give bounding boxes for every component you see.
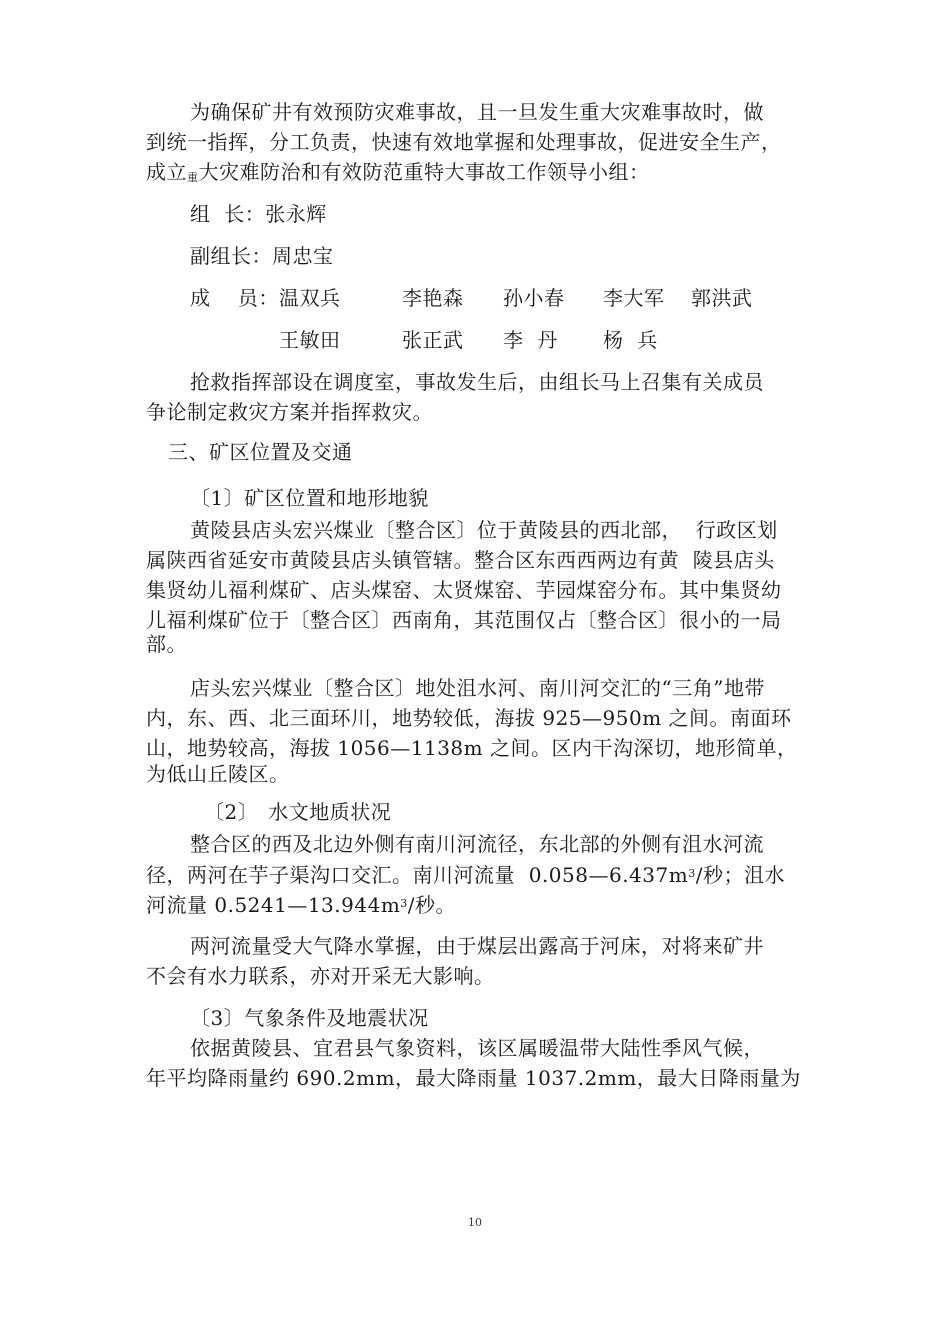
member-name: 李 丹 xyxy=(503,328,558,352)
member-name: 李大军 xyxy=(603,286,665,310)
sub2-p1-line-3-b: /秒。 xyxy=(407,893,457,917)
sub1-p1-line-1: 黄陵县店头宏兴煤业〔整合区〕位于黄陵县的西北部， 行政区划 xyxy=(190,518,778,542)
member-name: 李艳森 xyxy=(402,286,464,310)
intro-line-1: 为确保矿井有效预防灾难事故，且一旦发生重大灾难事故时，做 xyxy=(190,100,764,124)
sub3-p1-line-2: 年平均降雨量约 690.2mm，最大降雨量 1037.2mm，最大日降雨量为 xyxy=(146,1066,801,1090)
subsection-2-title: 水文地质状况 xyxy=(268,800,392,824)
intro-line-3 xyxy=(146,158,650,192)
section-3-heading: 三、矿区位置及交通 xyxy=(168,440,353,464)
sub2-p2-line-1: 两河流量受大气降水掌握，由于煤层出露高于河床，对将来矿井 xyxy=(190,934,764,958)
leader-label: 组 长： xyxy=(190,202,266,226)
deputy-row xyxy=(190,242,334,270)
member-name: 杨 兵 xyxy=(603,328,658,352)
sub2-p1-line-2-a: 径，两河在芋子渠沟口交汇。南川河流量 0.058—6.437m xyxy=(146,863,689,887)
sub3-p1-line-1: 依据黄陵县、宜君县气象资料，该区属暖温带大陆性季风气候， xyxy=(190,1036,764,1060)
deputy-label: 副组长： xyxy=(190,244,272,268)
sub1-p1-line-3: 集贤幼儿福利煤矿、店头煤窑、太贤煤窑、芋园煤窑分布。其中集贤幼 xyxy=(146,578,782,602)
leader-name: 张永辉 xyxy=(265,202,327,226)
rescue-line-2: 争论制定救灾方案并指挥救灾。 xyxy=(146,400,433,424)
sub2-p1-line-3-a: 河流量 0.5241—13.944m xyxy=(146,893,401,917)
subsection-3-heading: 〔3〕气象条件及地震状况 xyxy=(190,1006,429,1030)
intro-line-3-small: 重 xyxy=(187,171,199,184)
intro-line-3-b: 大灾难防治和有效防范重特大事故工作领导小组： xyxy=(198,160,650,184)
sub2-p2-line-2: 不会有水力联系，亦对开采无大影响。 xyxy=(146,964,495,988)
superscript-3: 3 xyxy=(400,897,408,910)
sub2-p1-line-3 xyxy=(146,890,456,919)
sub1-p2-line-2: 内，东、西、北三面环川，地势较低，海拔 925—950m 之间。南面环 xyxy=(146,706,792,730)
member-name: 温双兵 xyxy=(279,286,341,310)
sub1-p2-line-1: 店头宏兴煤业〔整合区〕地处沮水河、南川河交汇的“三角”地带 xyxy=(190,676,765,700)
intro-line-2: 到统一指挥，分工负责，快速有效地掌握和处理事故，促进安全生产， xyxy=(146,130,782,154)
member-name: 孙小春 xyxy=(503,286,565,310)
members-label: 成 员： xyxy=(190,286,279,310)
sub2-p1-line-2 xyxy=(146,860,785,889)
leader-row xyxy=(190,200,327,228)
sub1-p2-line-3: 山，地势较高，海拔 1056—1138m 之间。区内干沟深切，地形简单， xyxy=(146,736,798,760)
sub1-p1-line-4: 儿福利煤矿位于〔整合区〕西南角，其范围仅占〔整合区〕很小的一局 xyxy=(146,608,782,632)
deputy-name: 周忠宝 xyxy=(272,244,334,268)
member-name: 张正武 xyxy=(402,328,464,352)
sub1-p1-line-2: 属陕西省延安市黄陵县店头镇管辖。整合区东西西两边有黄 陵县店头 xyxy=(146,548,775,572)
member-name: 郭洪武 xyxy=(691,286,753,310)
sub2-p1-line-2-b: /秒；沮水 xyxy=(695,863,785,887)
superscript-3: 3 xyxy=(688,867,696,880)
intro-line-3-a: 成立 xyxy=(146,160,187,184)
subsection-2-heading xyxy=(204,798,391,826)
sub1-p1-line-5: 部。 xyxy=(146,632,187,656)
subsection-2-number: 〔2〕 xyxy=(204,800,259,824)
member-name: 王敏田 xyxy=(279,328,341,352)
page-number: 10 xyxy=(468,1216,482,1229)
subsection-1-heading: 〔1〕矿区位置和地形地貌 xyxy=(190,486,429,510)
sub2-p1-line-1: 整合区的西及北边外侧有南川河流径，东北部的外侧有沮水河流 xyxy=(190,832,764,856)
sub1-p2-line-4: 为低山丘陵区。 xyxy=(146,762,290,786)
rescue-line-1: 抢救指挥部设在调度室，事故发生后，由组长马上召集有关成员 xyxy=(190,370,764,394)
